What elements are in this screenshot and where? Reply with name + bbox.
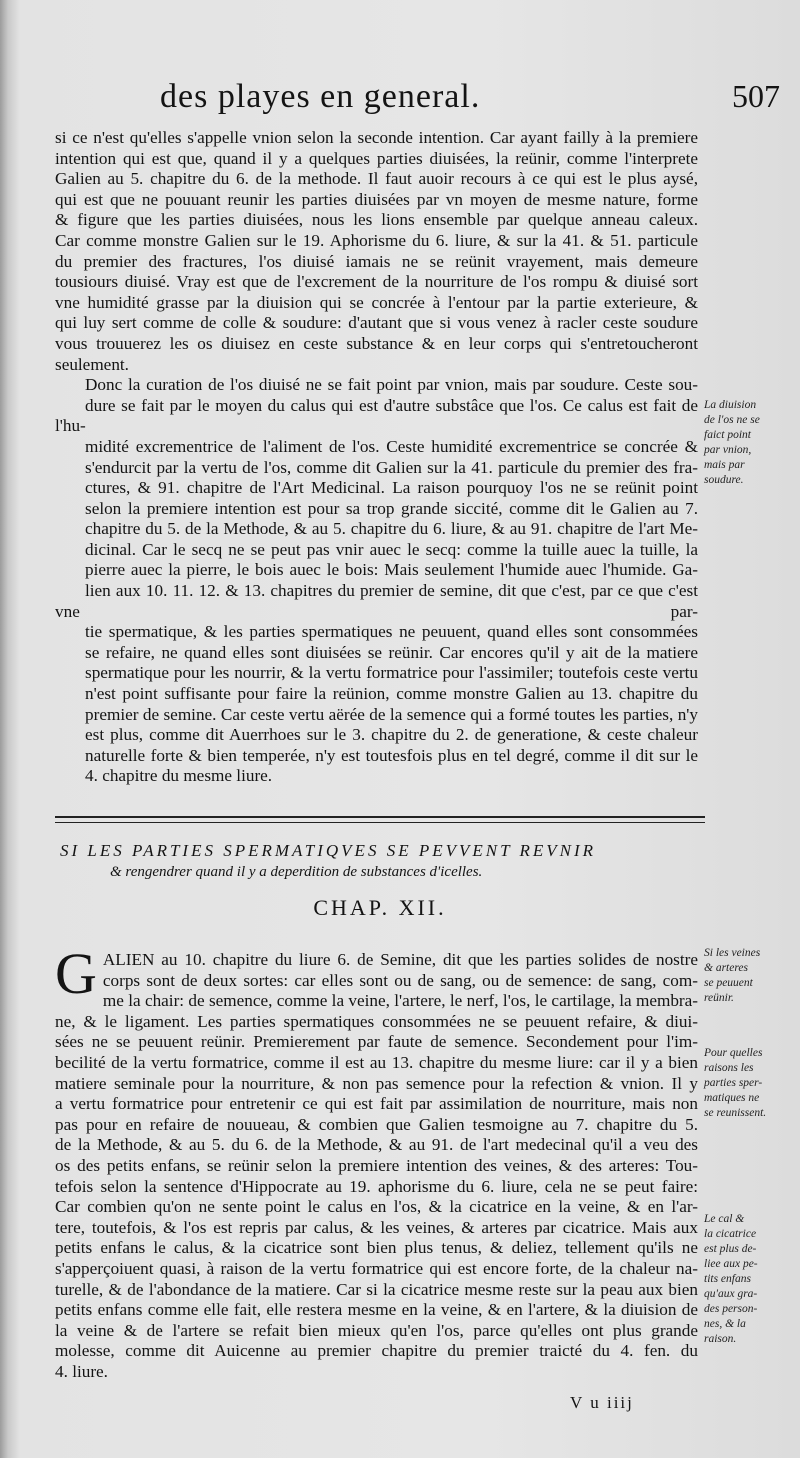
text-line: sées ne se peuuent reünir. Premierement par faute de semence. Secondement pour l'im- <box>55 1032 698 1052</box>
text-line: pas pour en refaire de nouueau, & combien que Galien tesmoigne au 7. chapitre du 5. <box>55 1114 698 1134</box>
margin-note-line: La diuision <box>704 399 757 411</box>
section-title: SI LES PARTIES SPERMATIQVES SE PEVVENT REVNIR <box>60 841 597 860</box>
text-line: molesse, comme dit Auicenne au premier chapitre du premier traicté du 4. fen. du <box>55 1341 698 1361</box>
text-line: qui luy sert comme de colle & soudure: d'autant que si vous venez à racler ceste soudure <box>55 313 698 333</box>
text-line: os des petits enfans, se reünir selon la premiere intention des veines, & des arteres: Tou- <box>55 1155 698 1175</box>
margin-note-line: Si les veines <box>704 947 761 959</box>
margin-note-line: se peuuent <box>704 977 753 989</box>
text-block-1 <box>55 128 698 787</box>
margin-note-line: nes, & la <box>704 1318 746 1330</box>
text-line: tousiours diuisé. Vray est que de l'excrement de la nourriture de l'os rompu & diuisé sort <box>55 272 698 292</box>
margin-note-line: la cicatrice <box>704 1228 757 1240</box>
text-line: Car combien qu'on ne sente point le calus en l'os, & la cicatrice en la veine, & en l'ar- <box>55 1197 698 1217</box>
margin-note-line: & arteres <box>704 962 748 974</box>
text-line: selon la premiere intention est pour sa trop grande siccité, comme dit le Galien au 7. <box>85 498 698 518</box>
text-line: lien aux 10. 11. 12. & 13. chapitres du premier de semine, dit que c'est, par ce que c'est vne par- <box>55 581 698 621</box>
margin-note-1 <box>704 398 796 488</box>
text-line: matiere seminale pour la nourriture, & non pas semence pour la refection & vnion. Il y <box>55 1073 698 1093</box>
text-line: & figure que les parties diuisées, nous les lions ensemble par quelque anneau caleux. <box>55 210 698 230</box>
text-block-2 <box>55 941 698 1382</box>
text-line: est plus, comme dit Auerrhoes sur le 3. chapitre du 2. de generatione, & ceste chaleur <box>85 725 698 745</box>
text-line: 4. chapitre du mesme liure. <box>85 766 273 786</box>
text-line: se refaire, ne quand elles sont diuisées se reünir. Car encores qu'il y ait de la matiere <box>85 642 698 662</box>
margin-note-line: de l'os ne se <box>704 414 760 426</box>
margin-note-line: reünir. <box>704 992 734 1004</box>
paragraph-1 <box>55 128 698 375</box>
text-line: petits enfans comme elle fait, elle restera mesme en la veine, & en l'artere, & la diuision de <box>55 1300 698 1320</box>
text-line: turelle, & de l'abondance de la matiere. Car si la cicatrice mesme reste sur la peau aux bien <box>55 1279 698 1299</box>
text-line: chapitre du 5. de la Methode, & au 5. chapitre du 6. liure, & au 91. chapitre de l'art Me- <box>85 519 698 539</box>
text-line: me la chair: de semence, comme la veine, l'artere, le nerf, l'os, le cartilage, la membra- <box>102 991 698 1011</box>
text-line: a vertu formatrice pour entretenir ce qui est fait par assimilation de nourriture, mais non <box>55 1094 698 1114</box>
text-line: corps sont de deux sortes: car elles sont ou de sang, ou de semence: de sang, com- <box>102 970 698 990</box>
margin-note-3 <box>704 1046 796 1121</box>
margin-note-line: Le cal & <box>704 1213 745 1225</box>
text-line: du premier des fractures, l'os diuisé iamais ne se reünit vrayement, mais demeure <box>55 251 698 271</box>
margin-note-line: faict point <box>704 429 751 441</box>
text-line: ne, & le ligament. Les parties spermatiques consommées ne se peuuent refaire, & diui- <box>55 1011 698 1031</box>
text-line: tere, toutefois, & l'os est repris par calus, & les veines, & arteres par cicatrice. Mais aux <box>55 1217 698 1237</box>
text-line: qui est que ne pouuant reunir les parties diuisées par vn moyen de mesme nature, forme <box>55 189 698 209</box>
margin-note-line: des person- <box>704 1303 758 1315</box>
text-line: si ce n'est qu'elles s'appelle vnion selon la seconde intention. Car ayant failly à la premiere <box>55 128 698 147</box>
margin-note-line: raisons les <box>704 1062 754 1074</box>
text-line: petits enfans le calus, & la cicatrice sont bien plus tenus, & deliez, tellement qu'ils ne <box>55 1238 698 1258</box>
margin-note-2 <box>704 946 796 1006</box>
running-head-title: des playes en general. <box>160 78 481 115</box>
text-line: Donc la curation de l'os diuisé ne se fait point par vnion, mais par soudure. Ceste sou- <box>85 375 698 395</box>
text-line: seulement. <box>55 354 129 374</box>
page-number: 507 <box>732 78 780 114</box>
text-line: dicinal. Car le secq ne se peut pas vnir auec le secq: comme la tuille auec la tuille, la <box>85 539 698 559</box>
text-line: ctures, & 91. chapitre de l'Art Medicinal. La raison pourquoy l'os ne se reünit point <box>85 478 698 498</box>
margin-note-4 <box>704 1212 796 1347</box>
text-line: tie spermatique, & les parties spermatiques ne peuuent, quand elles sont consommées <box>85 622 698 642</box>
text-line: de la Methode, & au 5. du 6. de la Methode, & au 91. de l'art medecinal qu'il a veu des <box>55 1135 698 1155</box>
text-line: intention qui est que, quand il y a quelques parties diuisées, la reünir, comme l'interprete <box>55 148 698 168</box>
section-rule-thin <box>55 822 705 823</box>
text-line: midité excrementrice de l'aliment de l'os. Ceste humidité excrementrice se concrée & <box>85 436 698 456</box>
text-line: la veine & de l'artere se refait bien mieux qu'en l'os, parce qu'elles ont plus grande <box>55 1320 698 1340</box>
margin-note-line: soudure. <box>704 474 744 486</box>
text-line: vous trouuerez les os diuisez en ceste substance & en leur corps qui s'entretoucheront <box>55 333 698 353</box>
margin-note-line: Pour quelles <box>704 1047 763 1059</box>
text-line: naturelle forte & bien temperée, n'y est toutesfois plus en tel degré, comme il dit sur le <box>85 745 698 765</box>
signature-mark: V u iiij <box>570 1393 634 1412</box>
margin-note-line: raison. <box>704 1333 737 1345</box>
text-line: Galien au 5. chapitre du 6. de la methode. Il faut auoir recours à ce qui est le plus aysé, <box>55 169 698 189</box>
text-line: s'endurcit par la vertu de l'os, comme dit Galien sur la 41. particule du premier des fra- <box>85 457 698 477</box>
section-subtitle: & rengendrer quand il y a deperdition de substances d'icelles. <box>110 864 483 880</box>
text-line: ALIEN au 10. chapitre du liure 6. de Semine, dit que les parties solides de nostre <box>102 950 698 969</box>
text-line: Car comme monstre Galien sur le 19. Aphorisme du 6. liure, & sur la 41. & 51. particule <box>55 230 698 250</box>
text-line: tefois selon la sentence d'Hippocrate au 19. aphorisme du 6. liure, cela ne se peut faire: <box>55 1176 698 1196</box>
paragraph-2 <box>55 375 698 787</box>
margin-note-line: est plus de- <box>704 1243 757 1255</box>
text-line: vne humidité grasse par la diuision qui se concrée à l'entour par la partie exterieure, & <box>55 292 698 312</box>
text-line: dure se fait par le moyen du calus qui est d'autre substâce que l'os. Ce calus est fait de l'hu- <box>55 395 698 436</box>
paragraph-3 <box>55 941 698 1382</box>
bleed-through-text <box>705 135 795 150</box>
margin-note-line: qu'aux gra- <box>704 1288 758 1300</box>
margin-note-line: mais par <box>704 459 745 471</box>
section-rule <box>55 816 705 818</box>
margin-note-line: se reunissent. <box>704 1107 767 1119</box>
margin-note-line: par vnion, <box>704 444 752 456</box>
margin-note-line: liee aux pe- <box>704 1258 758 1270</box>
text-line: s'apperçoiuent quasi, à raison de la vertu formatrice qui est encore forte, de la chaleur na- <box>55 1258 698 1278</box>
text-line: becilité de la vertu formatrice, comme il est au 13. chapitre du mesme liure: car il y a bien <box>55 1052 698 1072</box>
text-line: n'est point suffisante pour faire la reünion, comme monstre Galien au 13. chapitre du <box>85 684 698 704</box>
margin-note-line: tits enfans <box>704 1273 751 1285</box>
margin-note-line: parties sper- <box>704 1077 763 1089</box>
drop-cap: G <box>55 941 97 1006</box>
text-line: 4. liure. <box>55 1361 108 1381</box>
text-line: spermatique pour les nourrir, & la vertu formatrice pour l'assimiler; toutefois ceste vertu <box>85 663 698 683</box>
text-line: premier de semine. Car ceste vertu aërée de la semence qui a formé toutes les parties, n'y <box>85 704 698 724</box>
margin-note-line: matiques ne <box>704 1092 760 1104</box>
text-line: pierre auec la pierre, le bois auec le bois: Mais seulement l'humide auec l'humide. Ga- <box>85 560 698 580</box>
chapter-heading: CHAP. XII. <box>313 895 447 920</box>
running-head <box>160 78 780 118</box>
